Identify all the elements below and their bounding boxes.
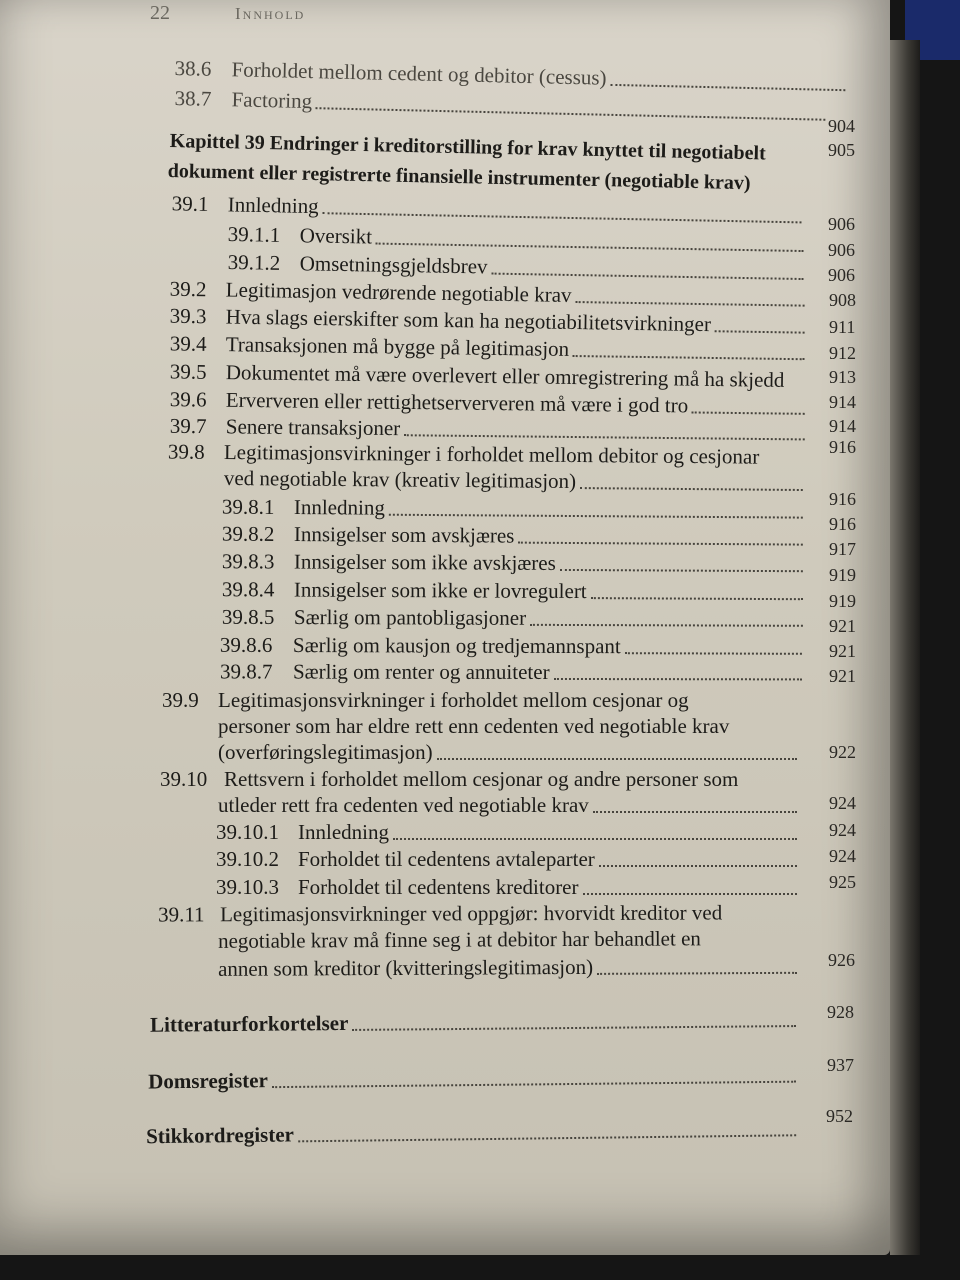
entry-number: 39.4 [169, 331, 207, 356]
entry-page: 905 [828, 140, 855, 160]
entry-title: Transaksjonen må bygge på legitimasjon [225, 332, 570, 361]
header-page-number: 22 [150, 2, 170, 24]
entry-title: Innsigelser som ikke er lovregulert [293, 577, 587, 604]
dot-leader [393, 837, 797, 840]
back-matter-entry [0, 1115, 860, 1149]
entry-number: 39.8.2 [221, 521, 275, 546]
dot-leader [610, 83, 845, 91]
dot-leader [491, 272, 803, 280]
entry-title: Litteraturforkortelser [149, 1010, 349, 1037]
entry-number: 39.8 [167, 439, 205, 464]
entry-number: 39.8.7 [219, 659, 273, 684]
entry-page: 924 [829, 846, 856, 866]
entry-title: Erververen eller rettighetserververen må være i god tro [225, 387, 689, 418]
entry-number: 39.8.1 [221, 494, 275, 519]
entry-title: Innsigelser som ikke avskjæres [293, 549, 556, 575]
entry-title: Senere transaksjoner [225, 414, 401, 441]
entry-title: Forholdet til cedentens avtaleparter [298, 847, 595, 871]
entry-number: 39.8.6 [219, 632, 273, 657]
entry-title: Legitimasjon vedrørende negotiable krav [225, 277, 572, 307]
entry-title: ved negotiable krav (kreativ legitimasjon) [223, 465, 577, 494]
entry-number: 39.1.1 [227, 221, 281, 247]
entry-number: 38.7 [174, 85, 212, 111]
dot-leader [580, 486, 803, 491]
entry-number: 39.1 [171, 191, 209, 217]
toc-entry [0, 900, 860, 927]
entry-title: Forholdet til cedentens kreditorer [298, 875, 579, 899]
entry-page: 911 [829, 317, 856, 337]
entry-page: 921 [829, 616, 856, 636]
dot-leader [518, 541, 803, 546]
dot-leader [692, 410, 805, 414]
entry-number: 39.6 [169, 387, 207, 412]
dot-leader [352, 1024, 796, 1031]
entry-page: 919 [829, 565, 856, 585]
entry-page: 924 [829, 793, 856, 813]
dot-leader [530, 623, 803, 627]
entry-title: Innledning [298, 820, 389, 844]
dot-leader [575, 300, 804, 307]
dot-leader [323, 211, 802, 223]
entry-page: 926 [828, 950, 855, 970]
entry-number: 38.6 [174, 55, 212, 81]
dot-leader [554, 677, 802, 680]
entry-page: 914 [829, 392, 856, 412]
dot-leader [298, 1133, 796, 1142]
entry-number: 39.10.3 [216, 875, 279, 899]
entry-number: 39.7 [169, 413, 207, 439]
dot-leader [583, 892, 798, 895]
entry-page: 952 [826, 1106, 853, 1126]
entry-number: 39.11 [157, 902, 205, 927]
entry-number: 39.8.3 [221, 549, 275, 574]
dot-leader [560, 568, 803, 572]
dot-leader [404, 433, 805, 440]
entry-page: 908 [829, 290, 856, 310]
entry-title: Særlig om pantobligasjoner [293, 605, 527, 630]
chapter-heading-line-1: Kapittel 39 Endringer i kreditorstilling for krav knyttet til negotiabelt [169, 130, 766, 165]
entry-page: 916 [829, 437, 856, 457]
entry-page: 916 [829, 514, 856, 534]
entry-title: negotiable krav må finne seg i at debitor har behandlet en [217, 926, 701, 953]
dot-leader [272, 1080, 796, 1088]
dot-leader [593, 810, 797, 813]
entry-title: Innledning [227, 192, 319, 219]
dot-leader [591, 596, 803, 600]
dot-leader [376, 242, 804, 252]
dot-leader [597, 971, 797, 975]
entry-page: 906 [828, 214, 855, 234]
entry-title: Særlig om kausjon og tredjemannspant [292, 633, 621, 659]
entry-number: 39.10.1 [216, 820, 279, 844]
entry-number: 39.1.2 [227, 249, 281, 275]
entry-page: 904 [828, 116, 855, 136]
entry-number: 39.10 [160, 767, 208, 791]
entry-title: Hva slags eierskifter som kan ha negotiabilitetsvirkninger [225, 304, 712, 337]
entry-title: Oversikt [299, 223, 373, 249]
entry-page: 917 [829, 539, 856, 559]
entry-title: Dokumentet må være overlevert eller omregistrering må ha skjedd [225, 360, 785, 392]
entry-page: 928 [827, 1002, 854, 1022]
entry-page: 916 [829, 489, 856, 509]
entry-page: 924 [829, 820, 856, 840]
entry-page: 922 [829, 742, 856, 762]
entry-title: Innsigelser som avskjæres [293, 522, 515, 548]
entry-title: Legitimasjonsvirkninger ved oppgjør: hvorvidt kreditor ved [219, 900, 723, 927]
entry-number: 39.8.5 [221, 604, 275, 629]
entry-page: 925 [829, 872, 856, 892]
entry-page: 914 [829, 416, 856, 436]
toc-entry [0, 52, 860, 90]
entry-title: Særlig om renter og annuiteter [292, 659, 550, 684]
entry-title: Domsregister [147, 1068, 268, 1094]
entry-page: 913 [829, 367, 856, 387]
entry-number: 39.10.2 [216, 847, 279, 871]
page-edge-shadow [890, 40, 920, 1255]
entry-number: 39.5 [169, 359, 207, 384]
entry-page: 919 [829, 591, 856, 611]
entry-title: annen som kreditor (kvitteringslegitimasjon) [217, 954, 594, 981]
chapter-heading-line-2: dokument eller registrerte finansielle instrumenter (negotiable krav) [167, 160, 751, 195]
entry-title: Stikkordregister [145, 1122, 295, 1149]
entry-title: Legitimasjonsvirkninger i forholdet mellom cesjonar og [218, 688, 689, 712]
entry-page: 921 [829, 666, 856, 686]
entry-number: 39.2 [169, 276, 207, 302]
entry-page: 912 [829, 343, 856, 363]
entry-title: Factoring [231, 87, 313, 114]
entry-title: personer som har eldre rett enn cedenten ved negotiable krav [218, 714, 730, 738]
running-header [150, 2, 305, 25]
entry-page: 921 [829, 641, 856, 661]
dot-leader [625, 651, 802, 655]
entry-title: Innledning [293, 495, 385, 520]
entry-number: 39.8.4 [221, 577, 275, 602]
dot-leader [573, 354, 805, 360]
entry-title: Rettsvern i forholdet mellom cesjonar og andre personer som [224, 767, 739, 791]
dot-leader [316, 106, 825, 121]
dot-leader [599, 864, 797, 867]
entry-title: Legitimasjonsvirkninger i forholdet mellom debitor og cesjonar [223, 439, 760, 469]
entry-title: Omsetningsgjeldsbrev [299, 251, 488, 279]
entry-title: (overføringslegitimasjon) [218, 740, 433, 764]
entry-number: 39.9 [162, 688, 199, 712]
dot-leader [715, 329, 805, 333]
dot-leader [389, 513, 803, 519]
entry-page: 906 [828, 240, 855, 260]
header-title: Innhold [235, 4, 306, 23]
entry-number: 39.3 [169, 303, 207, 329]
entry-page: 906 [828, 265, 855, 285]
dot-leader [437, 757, 797, 760]
entry-title: Forholdet mellom cedent og debitor (cessus) [231, 57, 607, 90]
entry-title: utleder rett fra cedenten ved negotiable krav [218, 793, 589, 817]
entry-page: 937 [827, 1055, 854, 1075]
